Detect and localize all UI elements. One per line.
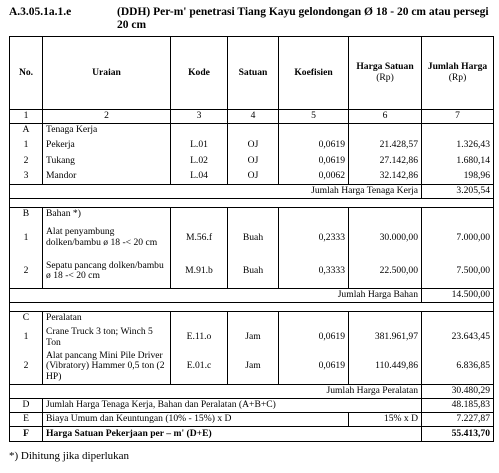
total-f-label: Harga Satuan Pekerjaan per – m' (D+E) [43,427,422,442]
col-number: 4 [228,110,279,124]
item-code: A.3.05.1a.1.e [9,6,72,18]
section-b-subtotal-row [10,289,494,303]
total-e-label: Biaya Umum dan Keuntungan (10% - 15%) x D [43,413,349,427]
total-e-value: 7.227,87 [422,413,494,427]
spacer-row [10,303,494,312]
total-d-label: Jumlah Harga Tenaga Kerja, Bahan dan Peralatan (A+B+C) [43,399,422,413]
col-number: 2 [43,110,171,124]
section-a-title-row: A Tenaga Kerja [10,124,494,138]
table-row: 2 Alat pancang Mini Pile Driver (Vibratory) Hammer 0,5 ton (2 HP) E.01.c Jam 0,0619 110.449,86 6.836,85 [10,350,494,385]
table-row: 2 Tukang L.02 OJ 0,0619 27.142,86 1.680,14 [10,154,494,170]
col-kode-header: Kode [171,37,228,110]
section-a-subtotal-row [10,185,494,199]
section-c-subtotal-row [10,385,494,399]
total-d-value: 48.185,83 [422,399,494,413]
total-f-row: F Harga Satuan Pekerjaan per – m' (D+E) 55.413,70 [10,427,494,442]
col-harga-satuan-header: Harga Satuan (Rp) [349,37,422,110]
col-number: 6 [349,110,422,124]
footnote: *) Dihitung jika diperlukan [9,450,130,462]
col-no-header: No. [10,37,43,110]
table-row: 1 Pekerja L.01 OJ 0,0619 21.428,57 1.326,43 [10,138,494,154]
spacer-row [10,199,494,208]
col-uraian-header: Uraian [43,37,171,110]
col-satuan-header: Satuan [228,37,279,110]
col-number: 5 [279,110,349,124]
subtotal-value: 14.500,00 [422,289,494,303]
subtotal-value: 30.480,29 [422,385,494,399]
col-number: 1 [10,110,43,124]
total-e-row: E Biaya Umum dan Keuntungan (10% - 15%) x D 15% x D 7.227,87 [10,413,494,427]
col-jumlah-harga-header: Jumlah Harga (Rp) [422,37,494,110]
total-d-row: D Jumlah Harga Tenaga Kerja, Bahan dan Peralatan (A+B+C) 48.185,83 [10,399,494,413]
total-e-rate: 15% x D [349,413,422,427]
item-title: (DDH) Per-m' penetrasi Tiang Kayu gelondongan Ø 18 - 20 cm atau persegi 20 cm [117,6,489,31]
col-number: 3 [171,110,228,124]
column-number-row [10,110,494,124]
col-number: 7 [422,110,494,124]
table-row: 1 Alat penyambung dolken/bambu ø 18 -< 20 cm M.56.f Buah 0,2333 30.000,00 7.000,00 [10,222,494,255]
table-row: 2 Sepatu pancang dolken/bambu ø 18 -< 20 cm M.91.b Buah 0,3333 22.500,00 7.500,00 [10,255,494,289]
total-f-value: 55.413,70 [422,427,494,442]
table-row: 1 Crane Truck 3 ton; Winch 5 Ton E.11.o Jam 0,0619 381.961,97 23.643,45 [10,326,494,350]
subtotal-label: Jumlah Harga Tenaga Kerja [10,185,422,199]
col-koefisien-header: Koefisien [279,37,349,110]
cost-analysis-table [9,36,494,442]
table-row: 3 Mandor L.04 OJ 0,0062 32.142,86 198,96 [10,170,494,185]
section-b-title-row: B Bahan *) [10,208,494,222]
subtotal-value: 3.205,54 [422,185,494,199]
subtotal-label: Jumlah Harga Bahan [10,289,422,303]
column-header-row [10,37,494,110]
section-c-title-row: C Peralatan [10,312,494,326]
subtotal-label: Jumlah Harga Peralatan [10,385,422,399]
